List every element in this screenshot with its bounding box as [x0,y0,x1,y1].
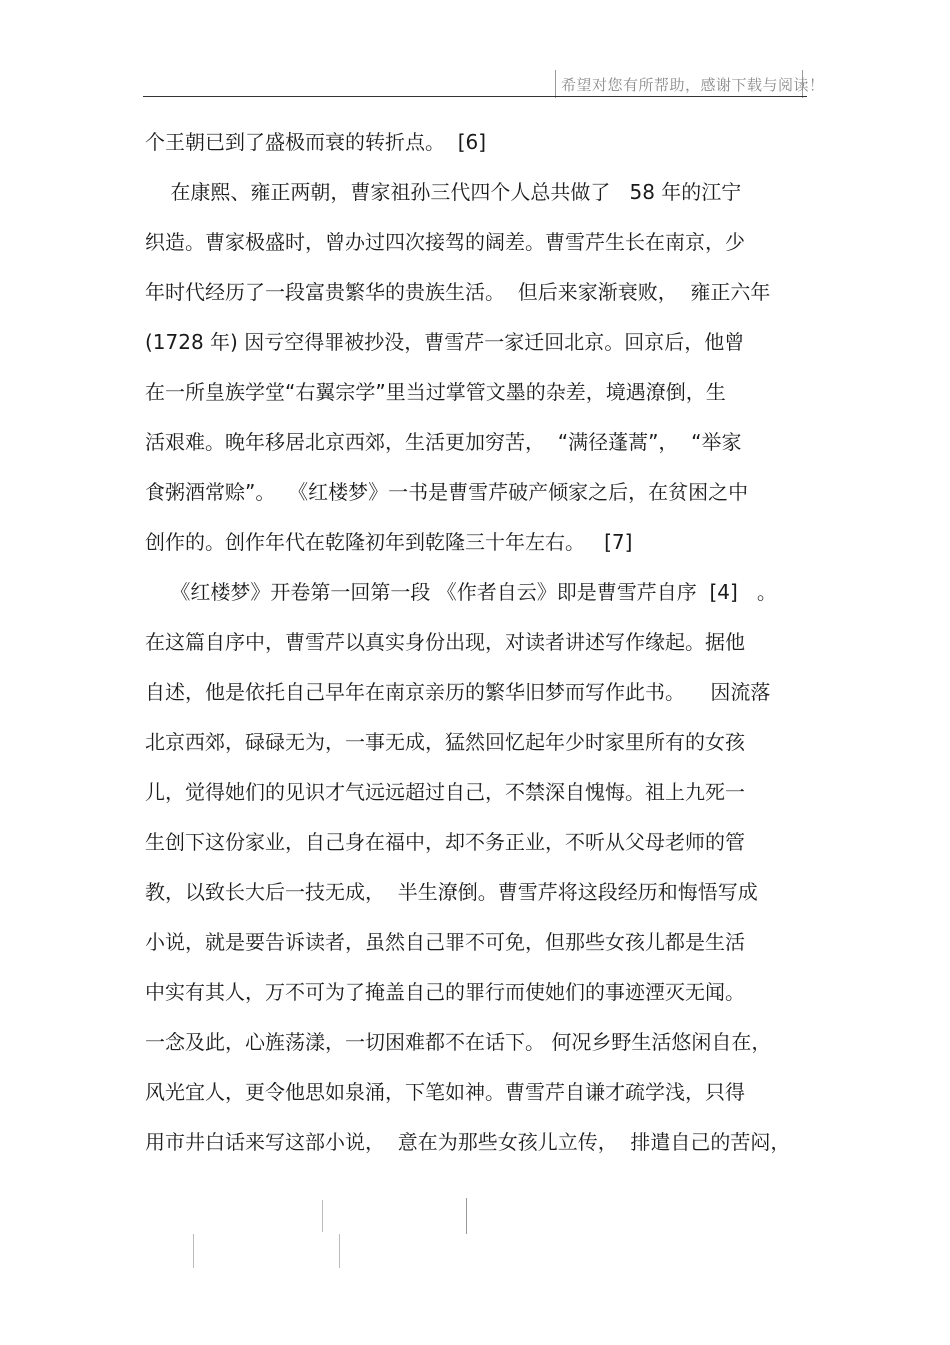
header-note: 希望对您有所帮助，感谢下载与阅读！ [561,76,825,94]
text-line: 一念及此，心旌荡漾，一切困难都不在话下。 何况乡野生活悠闲自在， [145,1030,772,1054]
text-line: 自述，他是依托自己早年在南京亲历的繁华旧梦而写作此书。 因流落 [145,680,771,704]
text-line: 风光宜人，更令他思如泉涌，下笔如神。曹雪芹自谦才疏学浅，只得 [145,1080,745,1104]
table-rule-mark [193,1234,194,1268]
text-line: 年时代经历了一段富贵繁华的贵族生活。 但后来家渐衰败， 雍正六年 [145,280,771,304]
table-rule-mark [466,1198,467,1234]
text-line: 织造。曹家极盛时，曾办过四次接驾的阔差。曹雪芹生长在南京，少 [145,230,745,254]
text-line: 在一所皇族学堂“右翼宗学”里当过掌管文墨的杂差，境遇潦倒，生 [145,380,726,404]
table-rule-mark [339,1234,340,1268]
text-line: 生创下这份家业，自己身在福中，却不务正业，不听从父母老师的管 [145,830,745,854]
text-line: 在康熙、雍正两朝，曹家祖孙三代四个人总共做了 58 年的江宁 [145,180,742,204]
text-line: 儿，觉得她们的见识才气远远超过自己，不禁深自愧悔。祖上九死一 [145,780,745,804]
text-line: 创作的。创作年代在乾隆初年到乾隆三十年左右。 [7] [145,530,633,554]
text-line: 教，以致长大后一技无成， 半生潦倒。曹雪芹将这段经历和悔悟写成 [145,880,758,904]
text-line: 食粥酒常赊”。 《红楼梦》一书是曹雪芹破产倾家之后，在贫困之中 [145,480,749,504]
text-line: 在这篇自序中，曹雪芹以真实身份出现，对读者讲述写作缘起。据他 [145,630,745,654]
text-line: 中实有其人，万不可为了掩盖自己的罪行而使她们的事迹湮灭无闻。 [145,980,745,1004]
text-line: 北京西郊，碌碌无为，一事无成，猛然回忆起年少时家里所有的女孩 [145,730,745,754]
text-line: 小说，就是要告诉读者，虽然自己罪不可免，但那些女孩儿都是生活 [145,930,745,954]
text-line: 活艰难。晚年移居北京西郊，生活更加穷苦， “满径蓬蒿”， “举家 [145,430,742,454]
text-line: 用市井白话来写这部小说， 意在为那些女孩儿立传， 排遣自己的苦闷， [145,1130,791,1154]
text-line: (1728 年) 因亏空得罪被抄没，曹雪芹一家迁回北京。回京后，他曾 [145,330,745,354]
text-line: 个王朝已到了盛极而衰的转折点。 [6] [145,130,487,154]
header-rule [143,96,807,97]
text-line: 《红楼梦》开卷第一回第一段 《作者自云》即是曹雪芹自序 [4] 。 [145,580,777,604]
table-rule-mark [322,1200,323,1232]
